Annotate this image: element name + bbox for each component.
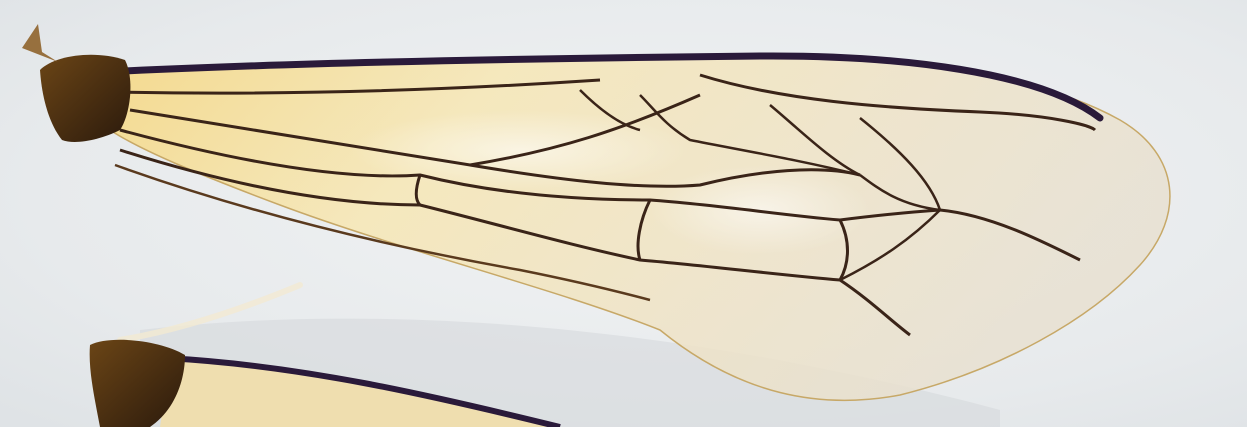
glare-1 [350,110,690,190]
